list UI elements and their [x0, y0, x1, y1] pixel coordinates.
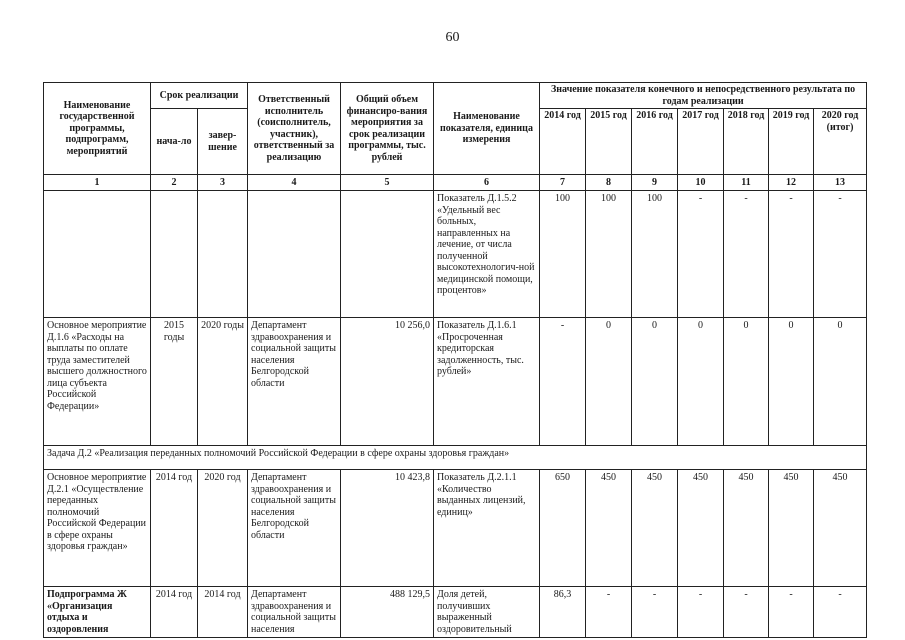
header-indicator: Наименование показателя, единица измерения — [434, 83, 540, 175]
cell-executor: Департамент здравоохранения и социальной защиты населения Белгородской области — [248, 470, 341, 587]
header-funding: Общий объем финансиро-вания мероприятия за срок реализации программы, тыс. рублей — [341, 83, 434, 175]
cell-value: 0 — [632, 318, 678, 446]
cell-value: 0 — [678, 318, 724, 446]
column-number: 2 — [151, 175, 198, 191]
cell-funding: 10 256,0 — [341, 318, 434, 446]
cell-funding: 10 423,8 — [341, 470, 434, 587]
cell-value: 450 — [586, 470, 632, 587]
header-name: Наименование государственной программы, подпрограмм, мероприятий — [44, 83, 151, 175]
cell-value: 0 — [586, 318, 632, 446]
header-end: завер-шение — [198, 109, 248, 175]
cell-executor: Департамент здравоохранения и социальной защиты населения Белгородской области — [248, 318, 341, 446]
column-number: 10 — [678, 175, 724, 191]
cell-name — [44, 191, 151, 318]
page-number: 60 — [445, 30, 460, 45]
header-year: 2020 год (итог) — [814, 109, 867, 175]
header-year: 2016 год — [632, 109, 678, 175]
column-number: 8 — [586, 175, 632, 191]
cell-funding: 488 129,5 — [341, 587, 434, 638]
program-indicators-table — [43, 82, 867, 638]
cell-start: 2014 год — [151, 470, 198, 587]
cell-start — [151, 191, 198, 318]
cell-name: Подпрограмма Ж «Организация отдыха и оздоровления — [44, 587, 151, 638]
column-number: 13 — [814, 175, 867, 191]
table-row — [44, 191, 867, 318]
cell-value: - — [769, 587, 814, 638]
column-number: 11 — [724, 175, 769, 191]
task-row — [44, 446, 867, 470]
cell-funding — [341, 191, 434, 318]
cell-value: 650 — [540, 470, 586, 587]
header-year: 2018 год — [724, 109, 769, 175]
cell-end — [198, 191, 248, 318]
cell-name: Основное мероприятие Д.2.1 «Осуществление переданных полномочий Российской Федерации в сфере охраны здоровья граждан» — [44, 470, 151, 587]
cell-end: 2020 годы — [198, 318, 248, 446]
header-period: Срок реализации — [151, 83, 248, 109]
cell-value: 450 — [678, 470, 724, 587]
cell-indicator: Показатель Д.2.1.1 «Количество выданных лицензий, единиц» — [434, 470, 540, 587]
header-year: 2019 год — [769, 109, 814, 175]
cell-value: - — [586, 587, 632, 638]
cell-value: 450 — [632, 470, 678, 587]
cell-value: 100 — [540, 191, 586, 318]
cell-start: 2015 годы — [151, 318, 198, 446]
cell-value: 100 — [586, 191, 632, 318]
cell-value: - — [678, 587, 724, 638]
column-number: 4 — [248, 175, 341, 191]
cell-name: Основное мероприятие Д.1.6 «Расходы на выплаты по оплате труда заместителей высшего должностного лица субъекта Российской Федерации» — [44, 318, 151, 446]
cell-value: - — [814, 587, 867, 638]
header-year: 2015 год — [586, 109, 632, 175]
column-number: 1 — [44, 175, 151, 191]
cell-value: 0 — [814, 318, 867, 446]
cell-value: - — [540, 318, 586, 446]
column-number: 3 — [198, 175, 248, 191]
task-title: Задача Д.2 «Реализация переданных полномочий Российской Федерации в сфере охраны здоровья граждан» — [44, 446, 867, 470]
cell-indicator: Показатель Д.1.6.1 «Просроченная кредиторская задолженность, тыс. рублей» — [434, 318, 540, 446]
cell-executor: Департамент здравоохранения и социальной защиты населения — [248, 587, 341, 638]
column-number: 9 — [632, 175, 678, 191]
cell-value: - — [814, 191, 867, 318]
column-number: 12 — [769, 175, 814, 191]
table-row — [44, 318, 867, 446]
cell-value: - — [724, 587, 769, 638]
header-executor: Ответственный исполнитель (соисполнитель, участник), ответственный за реализацию — [248, 83, 341, 175]
cell-value: 86,3 — [540, 587, 586, 638]
cell-value: 0 — [769, 318, 814, 446]
header-year: 2017 год — [678, 109, 724, 175]
cell-indicator: Показатель Д.1.5.2 «Удельный вес больных, направленных на лечение, от числа полученной высокотехнологич-ной медицинской помощи, процентов» — [434, 191, 540, 318]
column-number: 5 — [341, 175, 434, 191]
header-year: 2014 год — [540, 109, 586, 175]
table-row — [44, 587, 867, 638]
cell-value: 450 — [769, 470, 814, 587]
cell-executor — [248, 191, 341, 318]
column-number: 7 — [540, 175, 586, 191]
cell-indicator: Доля детей, получивших выраженный оздоровительный — [434, 587, 540, 638]
cell-value: 0 — [724, 318, 769, 446]
cell-value: 450 — [814, 470, 867, 587]
header-values: Значение показателя конечного и непосредственного результата по годам реализации — [540, 83, 867, 109]
cell-value: - — [724, 191, 769, 318]
cell-value: - — [678, 191, 724, 318]
cell-value: - — [632, 587, 678, 638]
cell-start: 2014 год — [151, 587, 198, 638]
cell-value: 100 — [632, 191, 678, 318]
cell-end: 2020 год — [198, 470, 248, 587]
table-row — [44, 470, 867, 587]
header-start: нача-ло — [151, 109, 198, 175]
cell-value: 450 — [724, 470, 769, 587]
cell-value: - — [769, 191, 814, 318]
cell-end: 2014 год — [198, 587, 248, 638]
column-number: 6 — [434, 175, 540, 191]
